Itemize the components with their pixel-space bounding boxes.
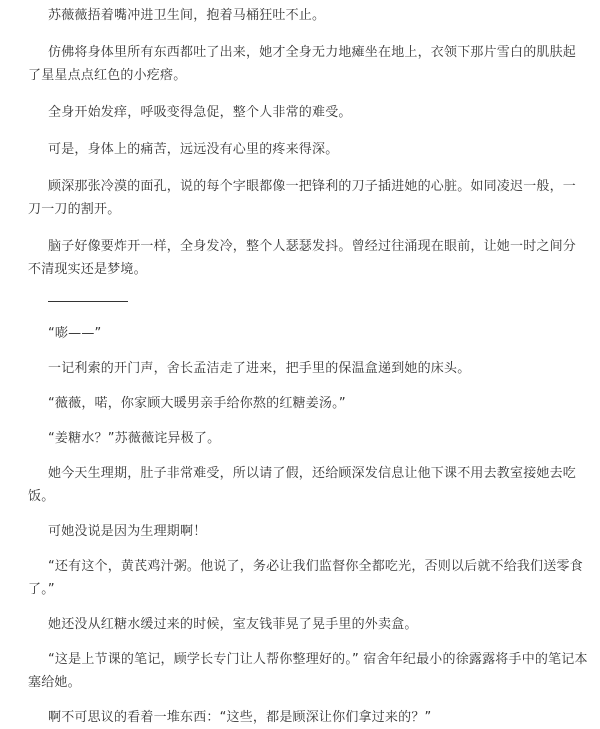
paragraph: 脑子好像要炸开一样，全身发冷，整个人瑟瑟发抖。曾经过往涌现在眼前，让她一时之间分不清现实还是梦境。 [28, 239, 577, 277]
paragraph: 可是，身体上的痛苦，远远没有心里的疼来得深。 [48, 142, 339, 157]
paragraph: 一记利索的开门声，舍长孟洁走了进来，把手里的保温盒递到她的床头。 [48, 361, 471, 376]
paragraph: 苏薇薇捂着嘴冲进卫生间，抱着马桶狂吐不止。 [48, 8, 326, 23]
paragraph: 她今天生理期，肚子非常难受，所以请了假，还给顾深发信息让他下课不用去教室接她去吃饭。 [28, 466, 577, 504]
paragraph: 顾深那张冷漠的面孔，说的每个字眼都像一把锋利的刀子插进她的心脏。如同凌迟一般，一刀一刀的割开。 [28, 179, 577, 217]
paragraph: 她还没从红糖水缓过来的时候，室友钱菲晃了晃手里的外卖盒。 [48, 617, 418, 632]
paragraph: 啊不可思议的看着一堆东西：“这些，都是顾深让你们拿过来的？” [48, 710, 432, 725]
paragraph: “还有这个，黄芪鸡汁粥。他说了，务必让我们监督你全都吃光，否则以后就不给我们送零食了。” [28, 559, 583, 597]
paragraph: “姜糖水？”苏薇薇诧异极了。 [48, 431, 221, 446]
article-body [28, 0, 588, 729]
paragraph: “薇薇，喏，你家顾大暖男亲手给你熬的红糖姜汤。” [48, 396, 346, 411]
paragraph: 全身开始发痒，呼吸变得急促，整个人非常的难受。 [48, 105, 352, 120]
paragraph: 仿佛将身体里所有东西都吐了出来，她才全身无力地瘫坐在地上，衣领下那片雪白的肌肤起了星星点点红色的小疙瘩。 [28, 45, 577, 83]
paragraph: “这是上节课的笔记，顾学长专门让人帮你整理好的。” 宿舍年纪最小的徐露露将手中的笔记本塞给她。 [28, 652, 588, 690]
section-divider [48, 301, 128, 302]
paragraph: 可她没说是因为生理期啊！ [48, 524, 207, 539]
paragraph: “嘭——” [48, 326, 102, 341]
